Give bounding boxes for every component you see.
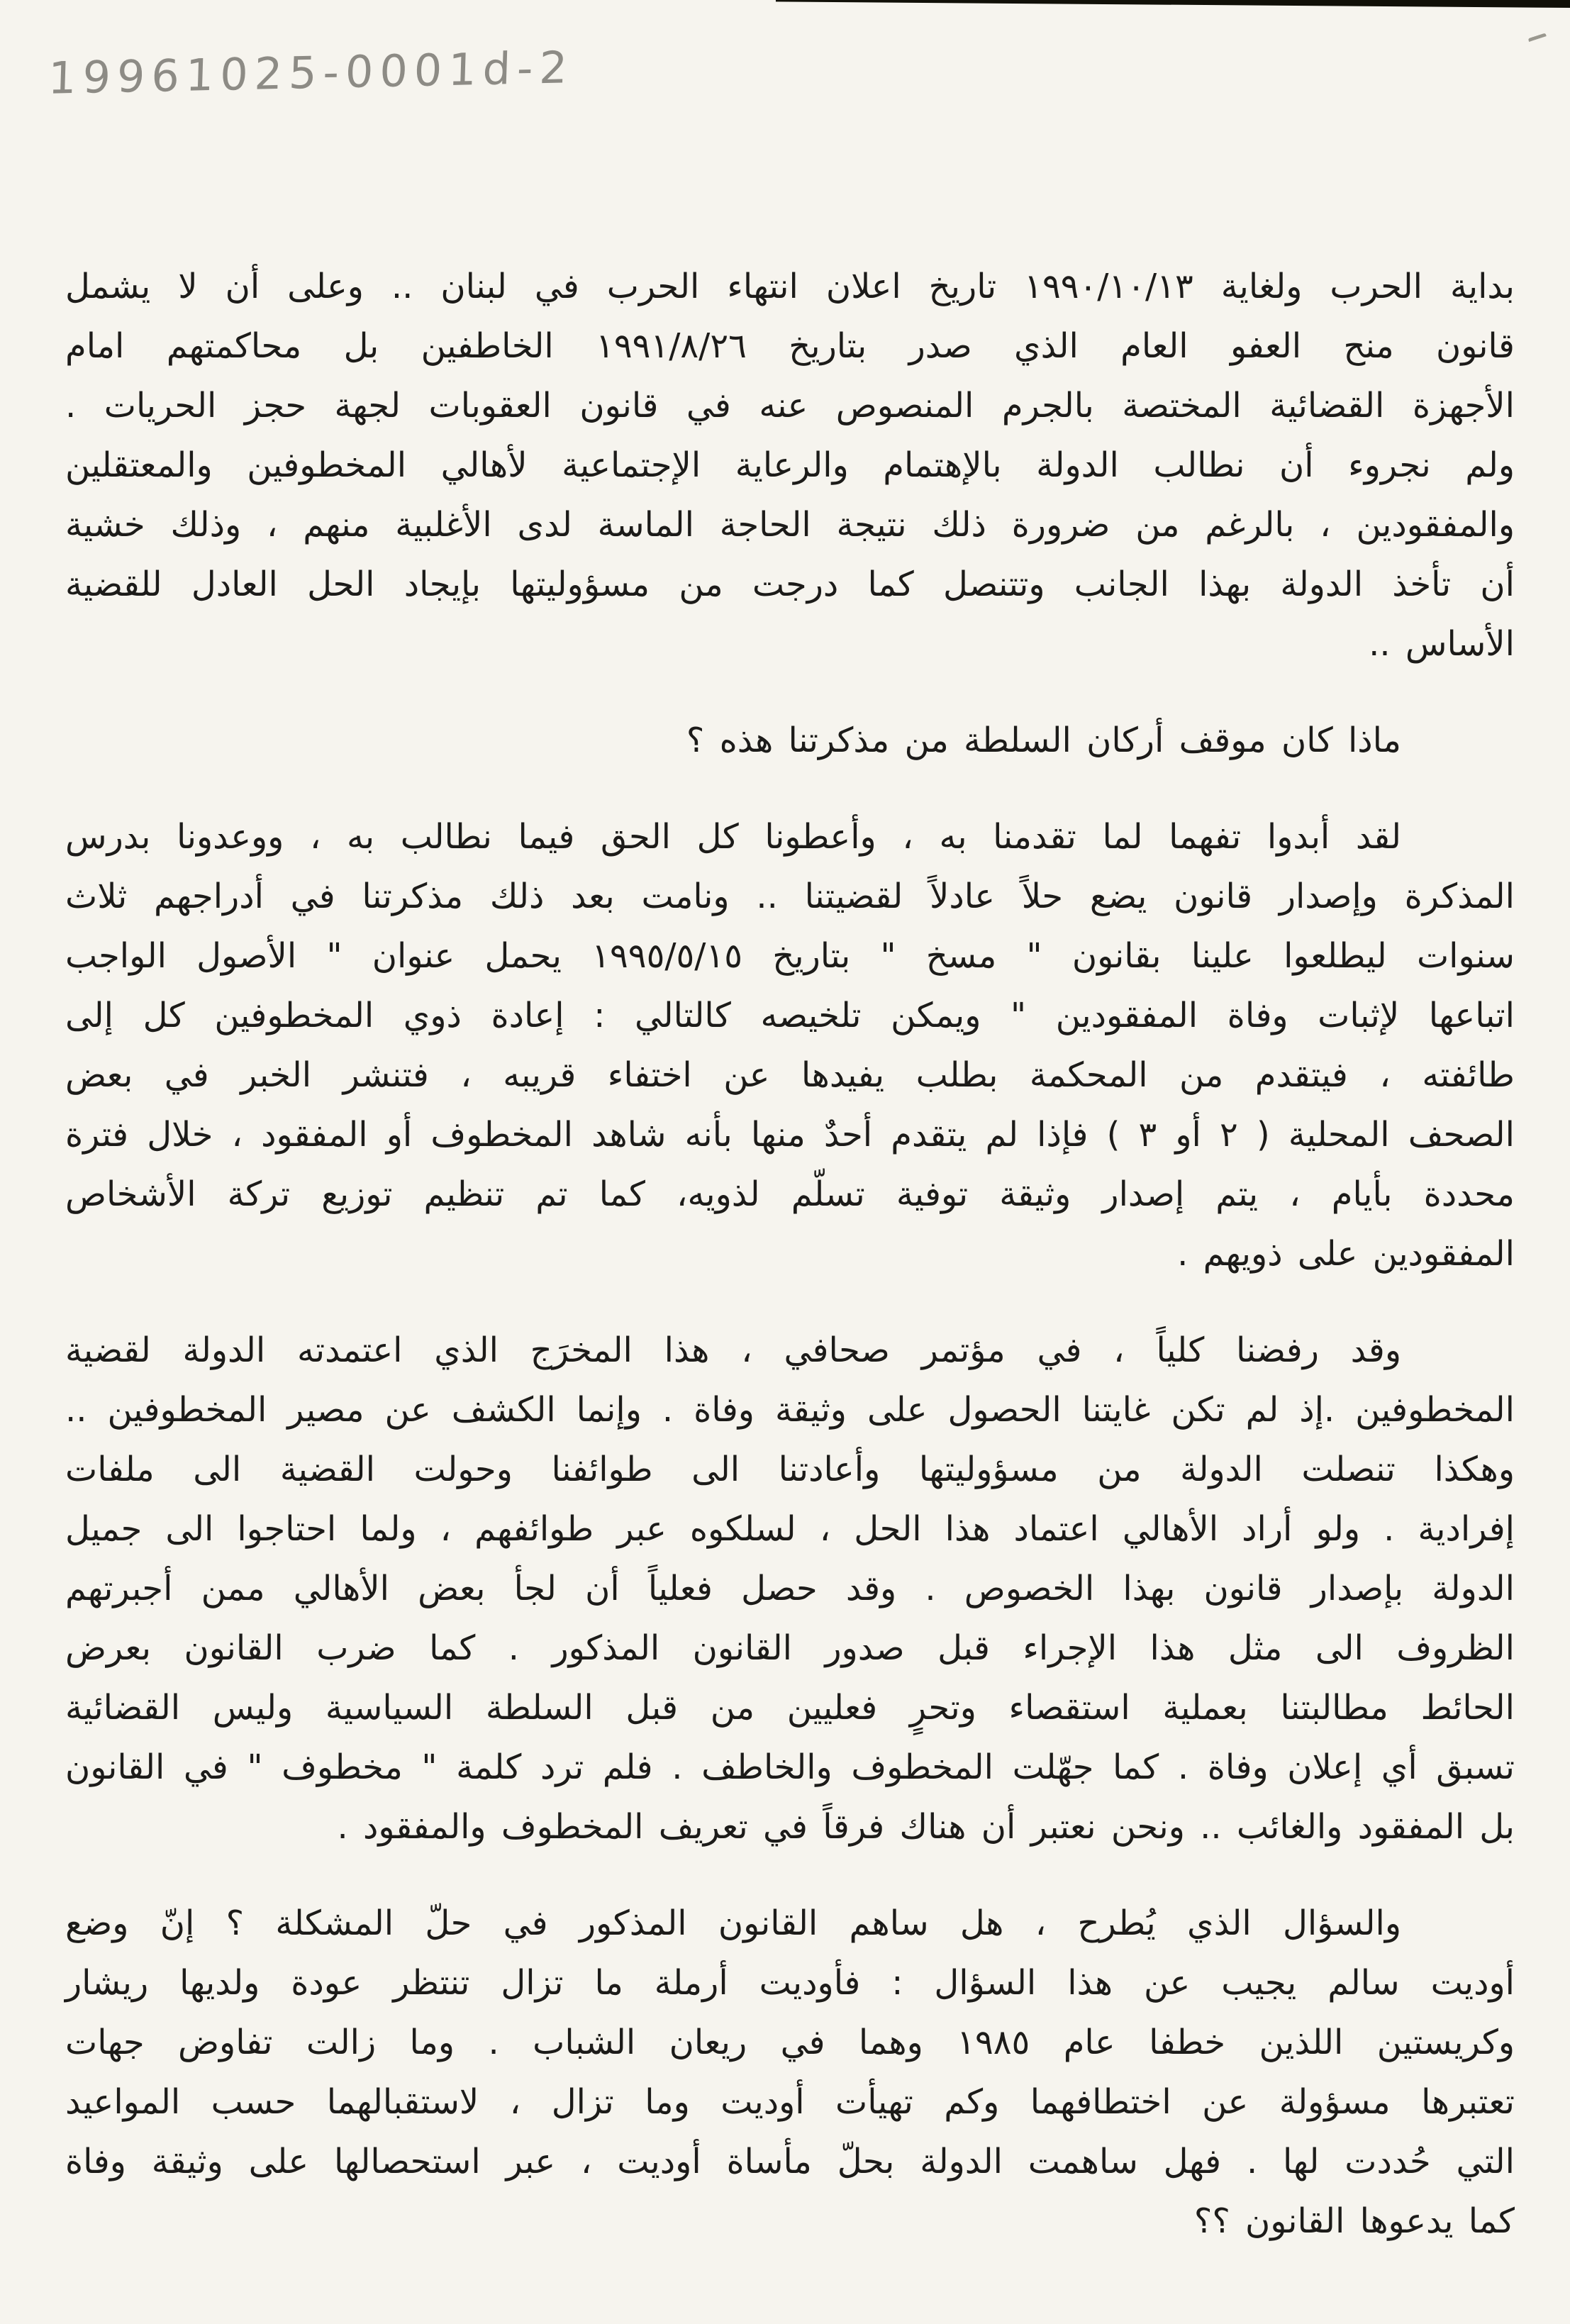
text-line: الأساس .. <box>1369 624 1515 664</box>
text-line: الدولة بإصدار قانون بهذا الخصوص . وقد حصل فعلياً أن لجأ بعض الأهالي ممن أجبرتهم <box>65 1569 1515 1608</box>
pencil-smudge-mark <box>1528 33 1549 47</box>
text-line: المخطوفين .إذ لم تكن غايتنا الحصول على وثيقة وفاة . وإنما الكشف عن مصير المخطوفين .. <box>65 1390 1515 1430</box>
text-line: ماذا كان موقف أركان السلطة من مذكرتنا هذه ؟ <box>686 721 1401 760</box>
paragraph <box>65 1321 1515 1857</box>
paragraph <box>65 1894 1515 2251</box>
paragraph <box>65 807 1515 1284</box>
text-line: المفقودين على ذويهم . <box>1177 1234 1515 1274</box>
text-line: قانون منح العفو العام الذي صدر بتاريخ ١٩٩١/٨/٢٦ الخاطفين بل محاكمتهم امام <box>65 326 1515 366</box>
text-line: الأجهزة القضائية المختصة بالجرم المنصوص عنه في قانون العقوبات لجهة حجز الحريات . <box>65 386 1515 426</box>
text-line: والمفقودين ، بالرغم من ضرورة ذلك نتيجة الحاجة الماسة لدى الأغلبية منهم ، وذلك خشية <box>65 505 1515 545</box>
text-line: المذكرة وإصدار قانون يضع حلاً عادلاً لقضيتنا .. ونامت بعد ذلك مذكرتنا في أدراجهم ثلاث <box>65 877 1515 916</box>
document-body <box>65 257 1515 2251</box>
paragraph <box>65 257 1515 674</box>
text-line: الحائط مطالبتنا بعملية استقصاء وتحرٍ فعليين من قبل السلطة السياسية وليس القضائية <box>65 1688 1515 1728</box>
text-line: لقد أبدوا تفهما لما تقدمنا به ، وأعطونا كل الحق فيما نطالب به ، ووعدونا بدرس <box>65 817 1401 857</box>
text-line: وقد رفضنا كلياً ، في مؤتمر صحافي ، هذا المخرَج الذي اعتمدته الدولة لقضية <box>65 1330 1401 1370</box>
text-line: بل المفقود والغائب .. ونحن نعتبر أن هناك فرقاً في تعريف المخطوف والمفقود . <box>337 1807 1515 1847</box>
text-line: طائفته ، فيتقدم من المحكمة بطلب يفيدها عن اختفاء قريبه ، فتنشر الخبر في بعض <box>65 1055 1515 1095</box>
paragraph <box>65 711 1515 770</box>
text-line: سنوات ليطلعوا علينا بقانون " مسخ " بتاريخ ١٩٩٥/٥/١٥ يحمل عنوان " الأصول الواجب <box>65 936 1515 976</box>
scanner-edge-artifact <box>776 0 1570 8</box>
text-line: التي حُددت لها . فهل ساهمت الدولة بحلّ مأساة أوديت ، عبر استحصالها على وثيقة وفاة <box>65 2142 1515 2181</box>
text-line: تسبق أي إعلان وفاة . كما جهّلت المخطوف والخاطف . فلم ترد كلمة " مخطوف " في القانون <box>65 1747 1515 1787</box>
text-line: كما يدعوها القانون ؟؟ <box>1193 2201 1515 2241</box>
text-line: محددة بأيام ، يتم إصدار وثيقة توفية تسلّم لذويه، كما تم تنظيم توزيع تركة الأشخاص <box>65 1174 1515 1214</box>
text-line: الظروف الى مثل هذا الإجراء قبل صدور القانون المذكور . كما ضرب القانون بعرض <box>65 1628 1515 1668</box>
text-line: والسؤال الذي يُطرح ، هل ساهم القانون المذكور في حلّ المشكلة ؟ إنّ وضع <box>65 1903 1401 1943</box>
text-line: إفرادية . ولو أراد الأهالي اعتماد هذا الحل ، لسلكوه عبر طوائفهم ، ولما احتاجوا الى جميل <box>65 1509 1515 1549</box>
text-line: تعتبرها مسؤولة عن اختطافهما وكم تهيأت أوديت وما تزال ، لاستقبالهما حسب المواعيد <box>65 2082 1515 2122</box>
text-line: الصحف المحلية ( ٢ أو ٣ ) فإذا لم يتقدم أحدٌ منها بأنه شاهد المخطوف أو المفقود ، خلال فترة <box>65 1115 1515 1155</box>
handwritten-reference-number: 19961025-0001d-2 <box>47 41 574 104</box>
text-line: وكريستين اللذين خطفا عام ١٩٨٥ وهما في ريعان الشباب . وما زالت تفاوض جهات <box>65 2023 1515 2062</box>
text-line: وهكذا تنصلت الدولة من مسؤوليتها وأعادتنا الى طوائفنا وحولت القضية الى ملفات <box>65 1450 1515 1489</box>
text-line: اتباعها لإثبات وفاة المفقودين " ويمكن تلخيصه كالتالي : إعادة ذوي المخطوفين كل إلى <box>65 996 1515 1035</box>
text-line: أوديت سالم يجيب عن هذا السؤال : فأوديت أرملة ما تزال تنتظر عودة ولديها ريشار <box>65 1963 1515 2003</box>
text-line: أن تأخذ الدولة بهذا الجانب وتتنصل كما درجت من مسؤوليتها بإيجاد الحل العادل للقضية <box>65 565 1515 604</box>
text-line: ولم نجروء أن نطالب الدولة بالإهتمام والرعاية الإجتماعية لأهالي المخطوفين والمعتقلين <box>65 445 1515 485</box>
text-line: بداية الحرب ولغاية ١٩٩٠/١٠/١٣ تاريخ اعلان انتهاء الحرب في لبنان .. وعلى أن لا يشمل <box>65 267 1515 306</box>
